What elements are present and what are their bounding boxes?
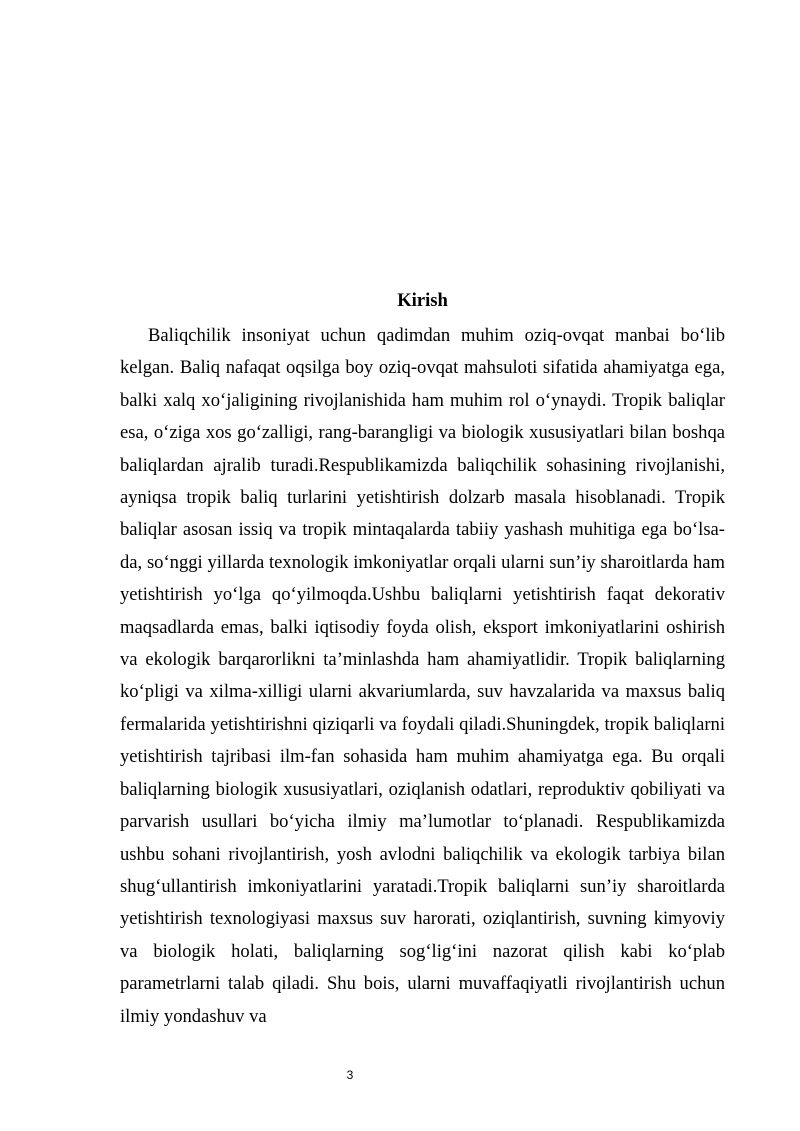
section-heading: Kirish bbox=[397, 290, 448, 311]
body-paragraph: Baliqchilik insoniyat uchun qadimdan muhim oziq-ovqat manbai bo‘lib kelgan. Baliq nafaqat oqsilga boy oziq-ovqat mahsuloti sifatida ahamiyatga ega, balki xalq xo‘jaligining rivojlanishida ham muhim rol o‘ynaydi. Tropik baliqlar esa, o‘ziga xos go‘zalligi, rang-barangligi va biologik xususiyatlari bilan boshqa baliqlardan ajralib turadi.Respublikamizda baliqchilik sohasining rivojlanishi, ayniqsa tropik baliq turlarini yetishtirish dolzarb masala hisoblanadi. Tropik baliqlar asosan issiq va tropik mintaqalarda tabiiy yashash muhitiga ega bo‘lsa-da, so‘nggi yillarda texnologik imkoniyatlar orqali ularni sun’iy sharoitlarda ham yetishtirish yo‘lga qo‘yilmoqda.Ushbu baliqlarni yetishtirish faqat dekorativ maqsadlarda emas, balki iqtisodiy foyda olish, eksport imkoniyatlarini oshirish va ekologik barqarorlikni ta’minlashda ham ahamiyatlidir. Tropik baliqlarning ko‘pligi va xilma-xilligi ularni akvariumlarda, suv havzalarida va maxsus baliq fermalarida yetishtirishni qiziqarli va foydali qiladi.Shuningdek, tropik baliqlarni yetishtirish tajribasi ilm-fan sohasida ham muhim ahamiyatga ega. Bu orqali baliqlarning biologik xususiyatlari, oziqlanish odatlari, reproduktiv qobiliyati va parvarish usullari bo‘yicha ilmiy ma’lumotlar to‘planadi. Respublikamizda ushbu sohani rivojlantirish, yosh avlodni baliqchilik va ekologik tarbiya bilan shug‘ullantirish imkoniyatlarini yaratadi.Tropik baliqlarni sun’iy sharoitlarda yetishtirish texnologiyasi maxsus suv harorati, oziqlantirish, suvning kimyoviy va biologik holati, baliqlarning sog‘lig‘ini nazorat qilish kabi ko‘plab parametrlarni talab qiladi. Shu bois, ularni muvaffaqiyatli rivojlantirish uchun ilmiy yondashuv va bbox=[120, 325, 725, 1027]
page-number: 3 bbox=[346, 1068, 354, 1082]
